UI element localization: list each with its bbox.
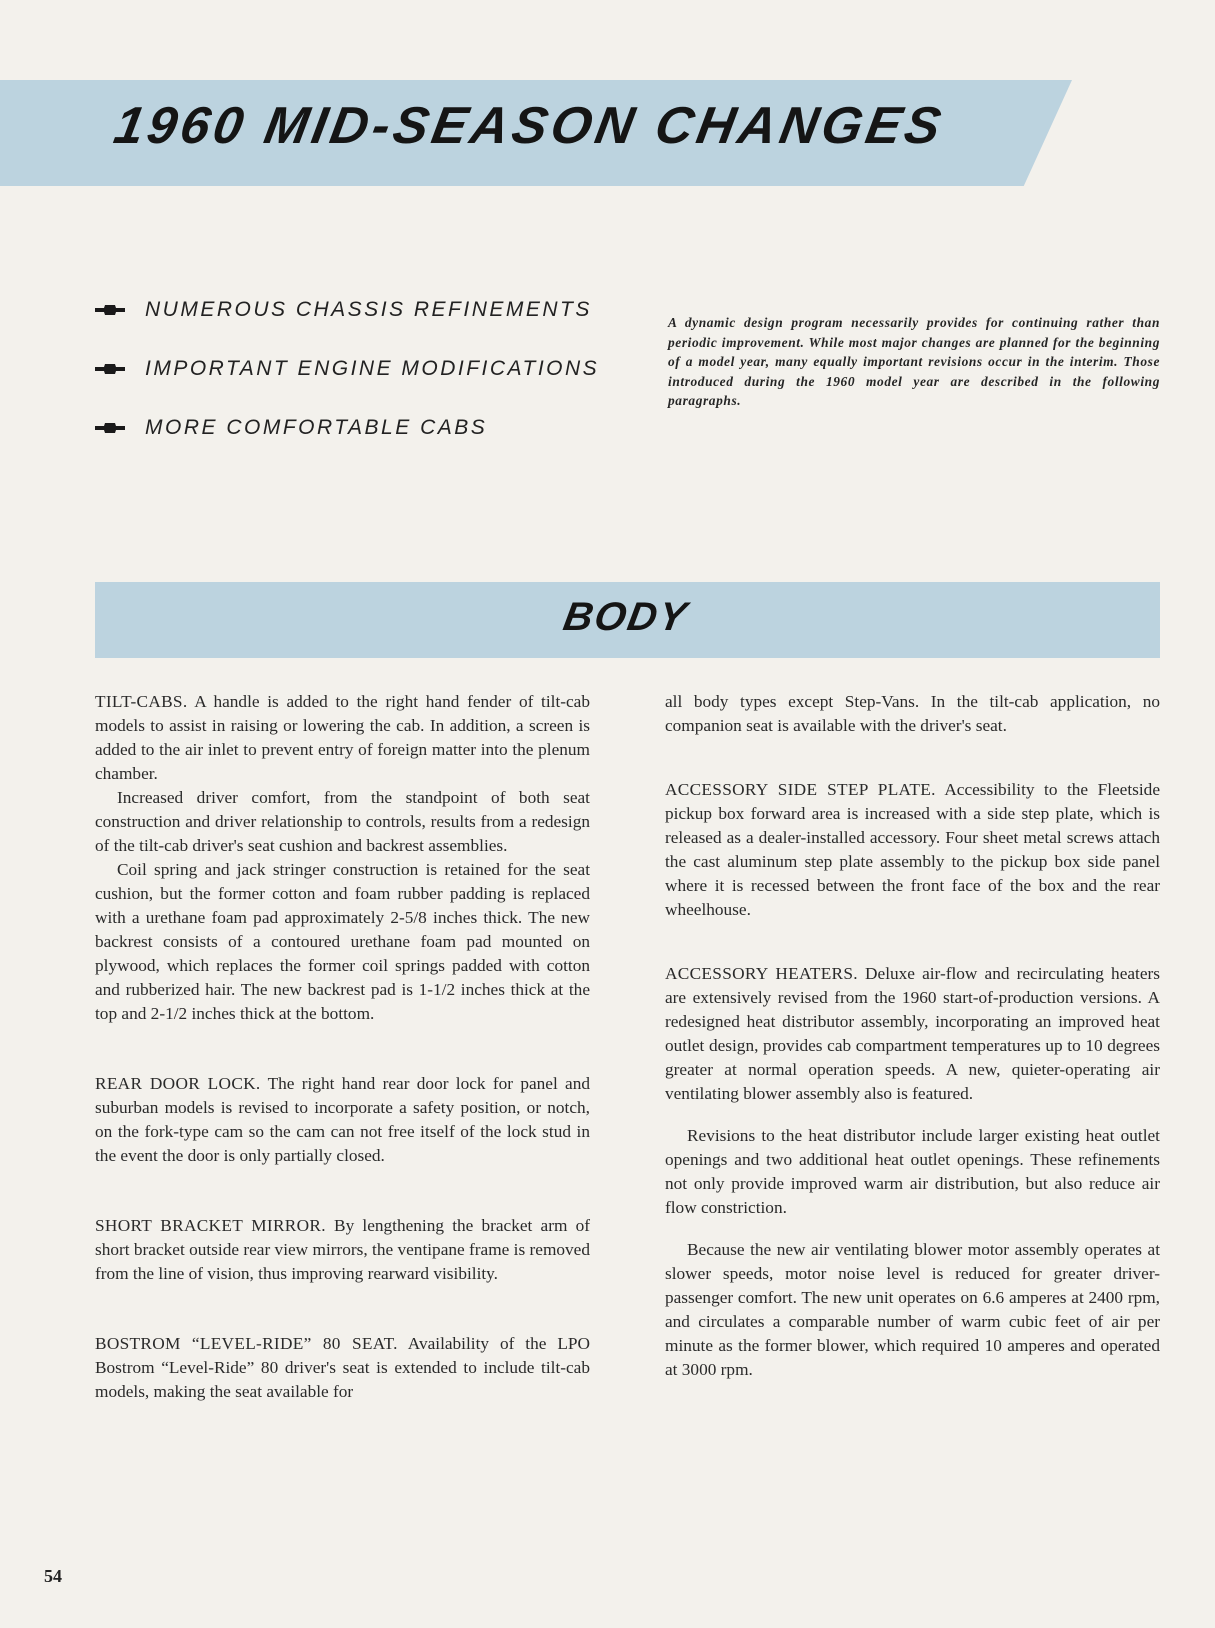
side-step-plate-paragraph: [665, 778, 1160, 922]
rear-door-lock-paragraph: [95, 1072, 590, 1168]
rear-door-lock-text: The right hand rear door lock for panel and suburban models is revised to incorporate a safety position, or notch, on the fork-type cam so the cam can not free itself of the lock stud in the event the door is only partially closed.: [95, 1074, 591, 1165]
tilt-cabs-paragraph-2: Increased driver comfort, from the standpoint of both seat construction and driver relationship to controls, results from a redesign of the tilt-cab driver's seat cushion and backrest assemblies.: [95, 788, 590, 855]
chevrolet-bowtie-icon: [95, 303, 125, 317]
right-column: [665, 690, 1160, 1382]
left-column: [95, 690, 590, 1404]
highlight-item: [95, 398, 599, 457]
bostrom-seat-text: Availability of the LPO Bostrom “Level-Ride” 80 driver's seat is extended to include tilt-cab models, making the seat available for: [95, 1334, 590, 1401]
tilt-cabs-paragraph: [95, 690, 590, 786]
highlights-list: [95, 280, 599, 457]
bostrom-seat-continuation: all body types except Step-Vans. In the tilt-cab application, no companion seat is available with the driver's seat.: [665, 692, 1160, 735]
page-number: 54: [44, 1566, 62, 1586]
short-bracket-mirror-paragraph: [95, 1214, 590, 1286]
rear-door-lock-heading: REAR DOOR LOCK.: [95, 1074, 261, 1093]
heaters-heading: ACCESSORY HEATERS.: [665, 964, 858, 983]
tilt-cabs-heading: TILT-CABS.: [95, 692, 188, 711]
highlight-text: IMPORTANT ENGINE MODIFICATIONS: [145, 356, 600, 380]
tilt-cabs-text: A handle is added to the right hand fender of tilt-cab models to assist in raising or lowering the cab. In addition, a screen is added to the air inlet to prevent entry of foreign matter into the plenum chamber.: [95, 692, 590, 783]
heaters-text: Deluxe air-flow and recirculating heaters are extensively revised from the 1960 start-of-production versions. A redesigned heat distributor assembly, incorporating an improved heat outlet design, provides cab compartment temperatures up to 10 degrees greater at normal operation speeds. A new, quieter-operating air ventilating blower assembly also is featured.: [665, 964, 1160, 1103]
intro-paragraph: A dynamic design program necessarily provides for continuing rather than periodic improvement. While most major changes are planned for the beginning of a model year, many equally important revisions occur in the interim. Those introduced during the 1960 model year are described in the following paragraphs.: [668, 315, 1160, 409]
short-bracket-mirror-heading: SHORT BRACKET MIRROR.: [95, 1216, 326, 1235]
tilt-cabs-paragraph-3: Coil spring and jack stringer construction is retained for the seat cushion, but the former cotton and foam rubber padding is replaced with a urethane foam pad approximately 2-5/8 inches thick. The new backrest consists of a contoured urethane foam pad mounted on plywood, which replaces the former coil springs padded with cotton and rubberized hair. The new backrest pad is 1-1/2 inches thick at the top and 2-1/2 inches thick at the bottom.: [95, 860, 590, 1023]
heaters-paragraph-3: Because the new air ventilating blower motor assembly operates at slower speeds, motor noise level is reduced for greater driver-passenger comfort. The new unit operates on 6.6 amperes at 2400 rpm, and circulates a comparable number of warm cubic feet of air per minute as the former blower, which required 10 amperes and operated at 3000 rpm.: [665, 1240, 1160, 1379]
page-title: 1960 MID-SEASON CHANGES: [109, 97, 949, 155]
short-bracket-mirror-text: By lengthening the bracket arm of short bracket outside rear view mirrors, the ventipane frame is removed from the line of vision, thus improving rearward visibility.: [95, 1216, 590, 1283]
chevrolet-bowtie-icon: [95, 421, 125, 435]
heaters-paragraph-2: Revisions to the heat distributor include larger existing heat outlet openings and two additional heat outlet openings. These refinements not only provide improved warm air distribution, but also reduce air flow constriction.: [665, 1126, 1160, 1217]
heaters-paragraph: [665, 962, 1160, 1106]
highlight-text: MORE COMFORTABLE CABS: [145, 415, 488, 439]
section-title: BODY: [560, 595, 692, 639]
chevrolet-bowtie-icon: [95, 362, 125, 376]
highlight-item: [95, 339, 599, 398]
side-step-plate-text: Accessibility to the Fleetside pickup box forward area is increased with a side step plate, which is released as a dealer-installed accessory. Four sheet metal screws attach the cast aluminum step plate assembly to the pickup box side panel where it is recessed between the front face of the box and the rear wheelhouse.: [665, 780, 1160, 919]
side-step-plate-heading: ACCESSORY SIDE STEP PLATE.: [665, 780, 936, 799]
highlight-item: [95, 280, 599, 339]
highlight-text: NUMEROUS CHASSIS REFINEMENTS: [145, 297, 592, 321]
bostrom-seat-heading: BOSTROM “LEVEL-RIDE” 80 SEAT.: [95, 1334, 398, 1353]
bostrom-seat-paragraph: [95, 1332, 590, 1404]
